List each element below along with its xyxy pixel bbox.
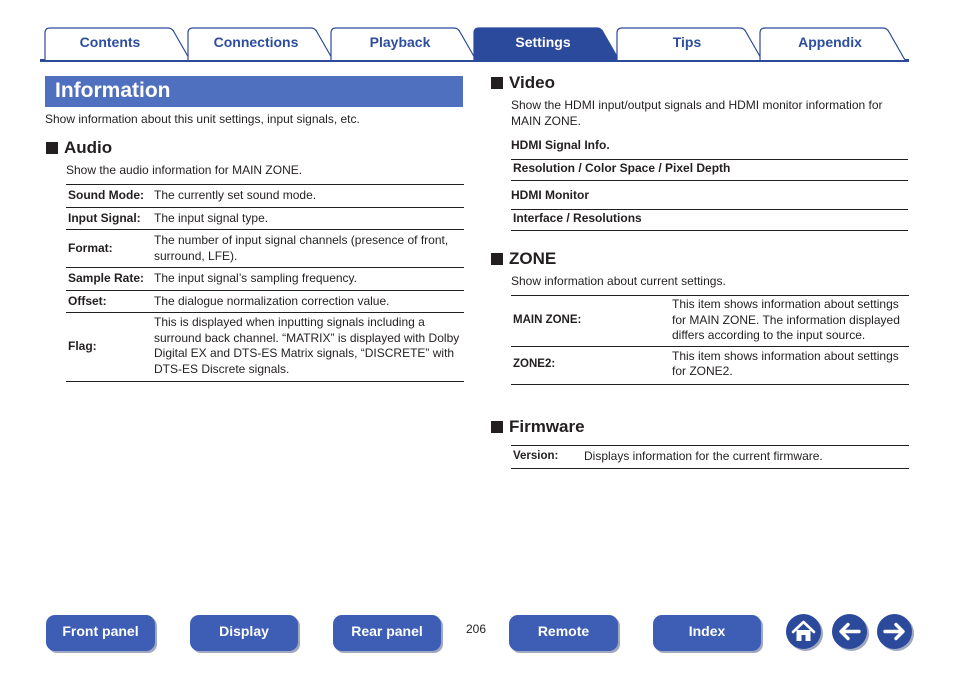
firmware-table xyxy=(511,445,909,469)
page-title: Information xyxy=(55,79,171,102)
zone-description: Show information about current settings. xyxy=(511,274,726,288)
row-key: Sample Rate: xyxy=(66,268,152,291)
row-key: MAIN ZONE: xyxy=(511,296,670,347)
remote-button[interactable] xyxy=(509,615,618,651)
row-key: Sound Mode: xyxy=(66,185,152,208)
tab-label: Settings xyxy=(515,34,571,50)
page-title-banner xyxy=(45,76,463,107)
video-heading xyxy=(491,73,555,93)
table-row xyxy=(66,185,464,208)
row-value: The dialogue normalization correction value. xyxy=(152,290,464,313)
front-panel-button-label: Front panel xyxy=(62,623,139,639)
table-row xyxy=(66,230,464,268)
tab-label: Contents xyxy=(79,34,141,50)
audio-heading-label: Audio xyxy=(64,138,113,157)
back-arrow-icon xyxy=(832,614,867,649)
tab-tips[interactable] xyxy=(616,27,764,61)
index-button-label: Index xyxy=(688,623,726,639)
table-row xyxy=(511,296,909,347)
rear-panel-button[interactable] xyxy=(333,615,441,651)
audio-table xyxy=(66,184,464,382)
row-value: The input signal’s sampling frequency. xyxy=(152,268,464,291)
front-panel-button[interactable] xyxy=(46,615,155,651)
intro-text: Show information about this unit settings, input signals, etc. xyxy=(45,112,360,126)
forward-button[interactable] xyxy=(877,614,912,649)
firmware-heading xyxy=(491,417,585,437)
bullet-square-icon xyxy=(491,253,503,265)
bullet-square-icon xyxy=(46,142,58,154)
zone-heading xyxy=(491,249,556,269)
table-row xyxy=(511,446,909,469)
video-heading-label: Video xyxy=(509,73,555,92)
row-key: Input Signal: xyxy=(66,207,152,230)
rear-panel-button-label: Rear panel xyxy=(351,623,423,639)
home-button[interactable] xyxy=(786,614,821,649)
resolution-row: Resolution / Color Space / Pixel Depth xyxy=(513,161,731,175)
remote-button-label: Remote xyxy=(537,623,590,639)
tab-connections[interactable] xyxy=(187,27,335,61)
row-value: This item shows information about settings for ZONE2. xyxy=(670,346,909,384)
table-row xyxy=(66,207,464,230)
row-key: ZONE2: xyxy=(511,346,670,384)
row-key: Offset: xyxy=(66,290,152,313)
row-key: Flag: xyxy=(66,313,152,382)
tab-label: Tips xyxy=(672,34,702,50)
tab-label: Connections xyxy=(213,34,299,50)
hdmi-signal-info-label: HDMI Signal Info. xyxy=(511,138,610,152)
divider xyxy=(511,209,908,210)
row-key: Version: xyxy=(511,446,582,469)
row-value: The currently set sound mode. xyxy=(152,185,464,208)
divider xyxy=(511,159,908,160)
tab-appendix[interactable] xyxy=(759,27,909,61)
page-number: 206 xyxy=(466,622,487,636)
audio-heading xyxy=(46,138,112,158)
tab-contents[interactable] xyxy=(44,27,192,61)
forward-arrow-icon xyxy=(877,614,912,649)
home-icon xyxy=(786,614,821,649)
bullet-square-icon xyxy=(491,421,503,433)
tab-settings[interactable] xyxy=(473,27,621,61)
interface-row: Interface / Resolutions xyxy=(513,211,642,225)
row-value: The input signal type. xyxy=(152,207,464,230)
back-button[interactable] xyxy=(832,614,867,649)
table-row xyxy=(66,313,464,382)
table-row xyxy=(66,268,464,291)
row-key: Format: xyxy=(66,230,152,268)
bullet-square-icon xyxy=(491,77,503,89)
row-value: This is displayed when inputting signals including a surround back channel. “MATRIX” is displayed with Dolby Digital EX and DTS-ES Matrix signals, “DISCRETE” with DTS-ES Discrete signals. xyxy=(152,313,464,382)
divider xyxy=(511,180,908,181)
firmware-heading-label: Firmware xyxy=(509,417,585,436)
divider xyxy=(511,230,908,231)
zone-heading-label: ZONE xyxy=(509,249,557,268)
hdmi-monitor-label: HDMI Monitor xyxy=(511,188,589,202)
zone-table xyxy=(511,295,909,385)
table-row xyxy=(66,290,464,313)
tab-label: Playback xyxy=(369,34,431,50)
table-row xyxy=(511,346,909,384)
row-value: This item shows information about settings for MAIN ZONE. The information displayed differs according to the input source. xyxy=(670,296,909,347)
tab-playback[interactable] xyxy=(330,27,478,61)
audio-description: Show the audio information for MAIN ZONE. xyxy=(66,163,303,177)
row-value: Displays information for the current firmware. xyxy=(582,446,909,469)
display-button-label: Display xyxy=(219,623,269,639)
row-value: The number of input signal channels (presence of front, surround, LFE). xyxy=(152,230,464,268)
tab-label: Appendix xyxy=(798,34,862,50)
display-button[interactable] xyxy=(190,615,298,651)
video-description: Show the HDMI input/output signals and HDMI monitor information for MAIN ZONE. xyxy=(511,98,883,128)
index-button[interactable] xyxy=(653,615,761,651)
